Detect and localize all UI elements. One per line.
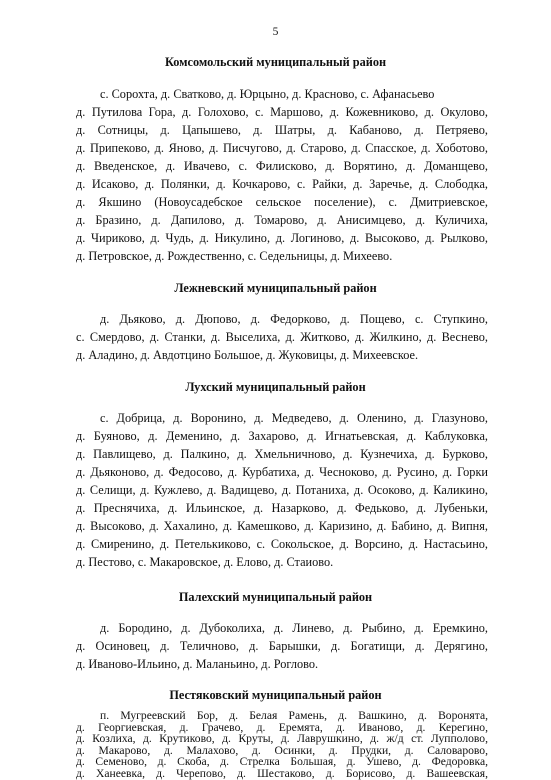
district-text-line: д. Макарово, д. Малахово, д. Осинки, д. Прудки, д. Саловарово, xyxy=(76,743,488,757)
district-heading-lezhnevsky: Лежневский муниципальный район xyxy=(174,281,377,295)
district-text-line: д. Исаково, д. Полянки, д. Кочкарово, с. Райки, д. Заречье, д. Слободка, xyxy=(76,177,488,191)
district-text-line: д. Сотницы, д. Цапышево, д. Шатры, д. Кабаново, д. Петряево, xyxy=(76,123,488,137)
district-text-line: д. Павлищево, д. Палкино, д. Хмельничново, д. Кузнечиха, д. Бурково, xyxy=(76,447,488,461)
district-text-line: д. Аладино, д. Авдотцино Большое, д. Жуковицы, д. Михеевское. xyxy=(76,348,419,362)
district-text-line: д. Чириково, д. Чудь, д. Никулино, д. Логиново, д. Высоково, д. Рылково, xyxy=(76,231,488,245)
district-text-line: д. Бородино, д. Дубоколиха, д. Линево, д. Рыбино, д. Еремкино, xyxy=(100,621,488,635)
district-text-line: д. Путилова Гора, д. Голохово, с. Маршово, д. Кожевниково, д. Окулово, xyxy=(76,105,488,119)
district-text-line: д. Семеново, д. Скоба, д. Стрелка Большая, д. Ушево, д. Федоровка, xyxy=(76,755,488,769)
district-text-line: д. Смиренино, д. Петелькиково, с. Сокольское, д. Ворсино, д. Настасьино, xyxy=(76,537,488,551)
district-text-line: д. Козлиха, д. Крутиково, д. Круты, д. Лаврушкино, д. ж/д ст. Лупполово, xyxy=(76,732,488,746)
district-heading-lukhsky: Лухский муниципальный район xyxy=(185,380,366,394)
district-text-line: д. Дьяконово, д. Федосово, д. Курбатиха, д. Чесноково, д. Русино, д. Горки xyxy=(76,465,488,479)
district-heading-palekhsky: Палехский муниципальный район xyxy=(178,590,373,604)
district-text-line: д. Введенское, д. Ивачево, с. Филисково, д. Ворятино, д. Доманщево, xyxy=(76,159,488,173)
district-heading-pestyakovsky: Пестяковский муниципальный район xyxy=(169,688,382,702)
district-text-line: д. Припеково, д. Яново, д. Писчугово, д. Старово, д. Спасское, д. Хоботово, xyxy=(76,141,488,155)
district-text-line: д. Иваново-Ильино, д. Маланьино, д. Роглово. xyxy=(76,657,319,671)
district-text-line: с. Сорохта, д. Сватково, д. Юрцыно, д. Красново, с. Афанасьево xyxy=(100,87,435,101)
district-text-line: д. Осиновец, д. Теличново, д. Барышки, д. Богатищи, д. Дерягино, xyxy=(76,639,488,653)
page-number: 5 xyxy=(272,26,279,38)
district-text-line: д. Георгиевская, д. Грачево, д. Еремята, д. Иваново, д. Керегино, xyxy=(76,720,488,734)
district-text-line: д. Петровское, д. Рождественно, с. Седельницы, д. Михеево. xyxy=(76,249,393,263)
district-text-line: д. Высоково, д. Хахалино, д. Камешково, д. Каризино, д. Бабино, д. Випня, xyxy=(76,519,488,533)
district-text-line: д. Ханеевка, д. Черепово, д. Шестаково, д. Борисово, д. Вашеевская, xyxy=(76,767,488,780)
district-text-line: д. Бразино, д. Дапилово, д. Томарово, д. Анисимцево, д. Куличиха, xyxy=(76,213,488,227)
district-text-line: д. Буяново, д. Деменино, д. Захарово, д. Игнатьевская, д. Каблуковка, xyxy=(76,429,488,443)
district-text-line: с. Смердово, д. Станки, д. Выселиха, д. Житково, д. Жилкино, д. Веснево, xyxy=(76,330,488,344)
district-text-line: п. Мугреевский Бор, д. Белая Рамень, д. Вашкино, д. Воронята, xyxy=(100,709,488,722)
district-heading-komsomolsky: Комсомольский муниципальный район xyxy=(164,55,387,69)
district-text-line: д. Преснячиха, д. Ильинское, д. Назарково, д. Федьково, д. Лубеньки, xyxy=(76,501,488,515)
district-text-line: д. Пестово, с. Макаровское, д. Елово, д. Стаиово. xyxy=(76,555,334,569)
district-text-line: д. Дьяково, д. Дюпово, д. Федорково, д. Пощево, с. Ступкино, xyxy=(100,312,488,326)
district-text-line: д. Якшино (Новоусадебское сельское поселение), с. Дмитриевское, xyxy=(76,195,488,209)
district-text-line: д. Селищи, д. Кужлево, д. Вадищево, д. Потаниха, д. Осоково, д. Каликино, xyxy=(76,483,488,497)
district-text-line: с. Добрица, д. Воронино, д. Медведево, д. Оленино, д. Глазуново, xyxy=(100,411,488,425)
